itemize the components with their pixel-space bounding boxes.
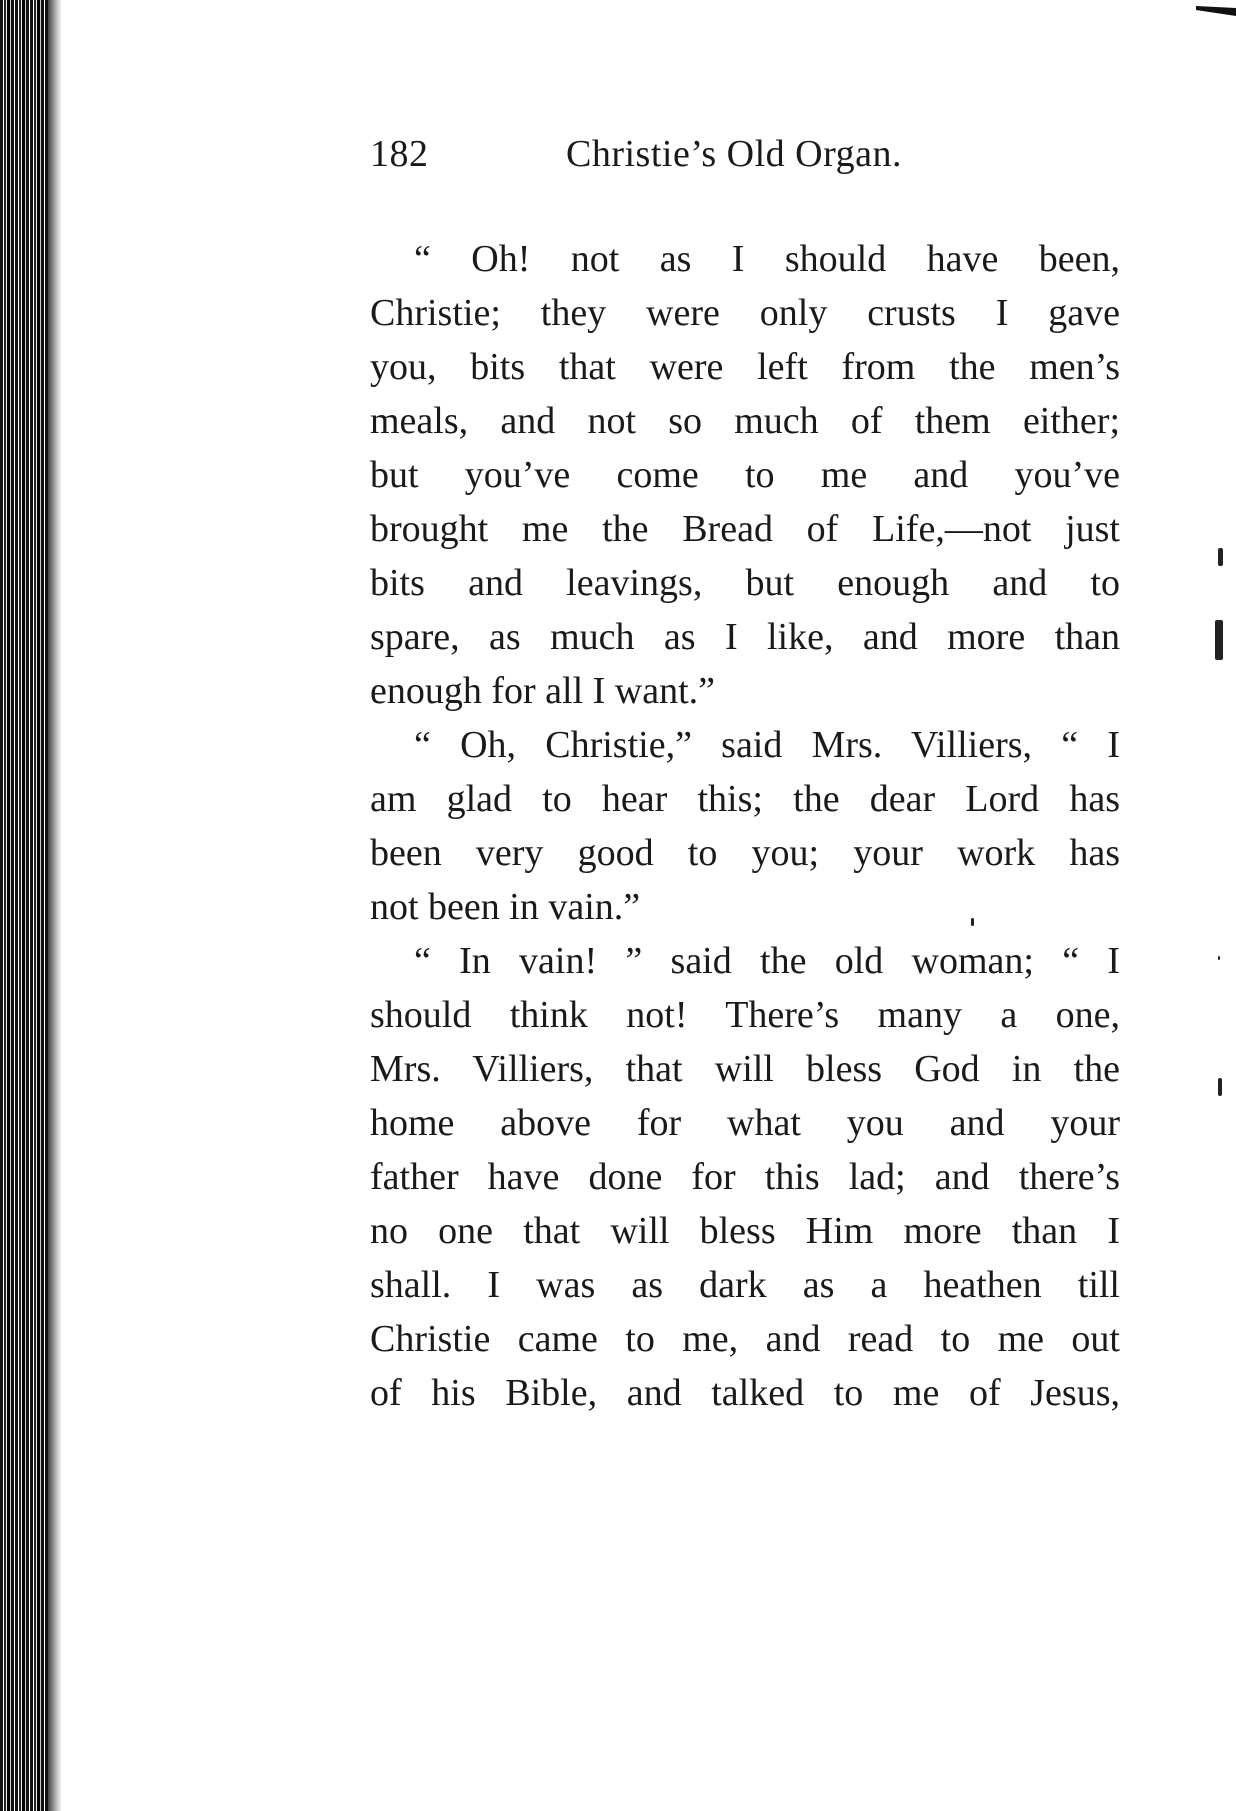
binding-shadow <box>48 0 62 1811</box>
text-line: home above for what you and your <box>370 1102 1120 1144</box>
text-line: father have done for this lad; and there’s <box>370 1156 1120 1198</box>
running-title: Christie’s Old Organ. <box>566 133 902 175</box>
page-header <box>370 132 990 182</box>
text-line: Christie; they were only crusts I gave <box>370 292 1120 334</box>
text-line: enough for all I want.” <box>370 670 716 712</box>
text-line: you, bits that were left from the men’s <box>370 346 1120 388</box>
text-line: of his Bible, and talked to me of Jesus, <box>370 1372 1120 1414</box>
text-line: am glad to hear this; the dear Lord has <box>370 778 1120 820</box>
text-line: “ Oh! not as I should have been, <box>414 238 1120 280</box>
text-line: “ Oh, Christie,” said Mrs. Villiers, “ I <box>414 724 1120 766</box>
text-line: but you’ve come to me and you’ve <box>370 454 1120 496</box>
body-text <box>370 232 1120 1420</box>
text-line: “ In vain! ” said the old woman; “ I <box>414 940 1120 982</box>
text-line: no one that will bless Him more than I <box>370 1210 1120 1252</box>
text-line: Christie came to me, and read to me out <box>370 1318 1120 1360</box>
text-line: Mrs. Villiers, that will bless God in the <box>370 1048 1120 1090</box>
text-line: brought me the Bread of Life,—not just <box>370 508 1120 550</box>
text-line: bits and leavings, but enough and to <box>370 562 1120 604</box>
corner-scan-mark <box>1196 6 1236 16</box>
text-line: not been in vain.” <box>370 886 641 928</box>
text-line: should think not! There’s many a one, <box>370 994 1120 1036</box>
text-line: shall. I was as dark as a heathen till <box>370 1264 1120 1306</box>
text-line: been very good to you; your work has <box>370 832 1120 874</box>
page-number: 182 <box>370 133 429 175</box>
text-line: spare, as much as I like, and more than <box>370 616 1120 658</box>
text-line: meals, and not so much of them either; <box>370 400 1120 442</box>
